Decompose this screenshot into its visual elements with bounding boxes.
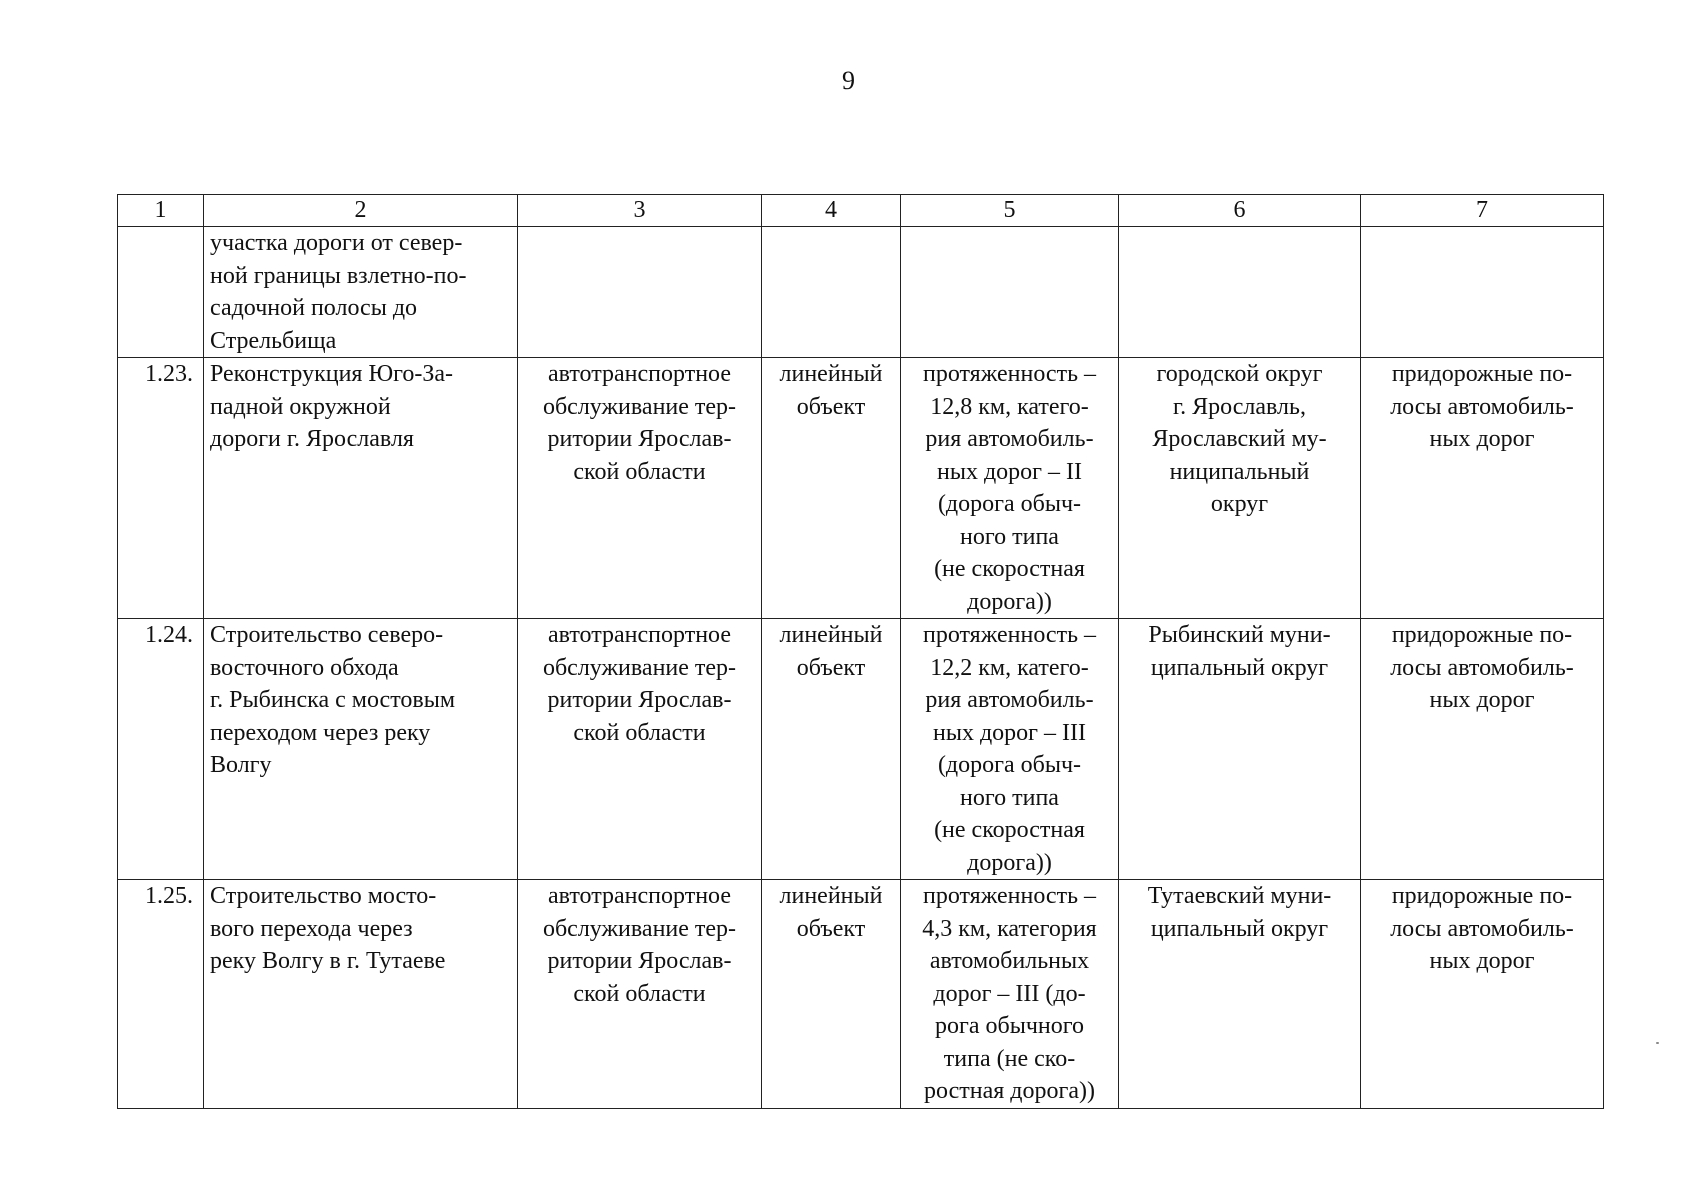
location-cell (1119, 619, 1361, 880)
purpose: автотранспортное обслуживание тер- ритории Ярослав- ской области (542, 622, 737, 746)
row-number-cell (118, 358, 204, 619)
header-cell: 4 (762, 195, 901, 227)
purpose-cell (518, 227, 762, 358)
header-cell: 2 (204, 195, 518, 227)
object-name: участка дороги от север- ной границы взлетно-по- садочной полосы до Стрельбища (210, 230, 467, 354)
page-number: 9 (842, 66, 855, 95)
table-row (118, 619, 1604, 880)
document-table (117, 194, 1604, 1109)
zone-cell (1361, 880, 1604, 1109)
characteristics-cell (901, 227, 1119, 358)
zone-cell (1361, 227, 1604, 358)
purpose-cell (518, 358, 762, 619)
object-type-cell (762, 619, 901, 880)
row-number-cell (118, 227, 204, 358)
row-number-cell (118, 880, 204, 1109)
header-cell: 3 (518, 195, 762, 227)
location-cell (1119, 227, 1361, 358)
zone-cell (1361, 358, 1604, 619)
object-type: линейный объект (779, 883, 883, 942)
table-row (118, 358, 1604, 619)
location: Рыбинский муни- ципальный округ (1148, 622, 1331, 681)
header-cell: 6 (1119, 195, 1361, 227)
purpose-cell (518, 619, 762, 880)
object-name-cell (204, 227, 518, 358)
purpose: автотранспортное обслуживание тер- ритории Ярослав- ской области (542, 883, 737, 1007)
purpose-cell (518, 880, 762, 1109)
object-name: Реконструкция Юго-За- падной окружной дороги г. Ярославля (210, 361, 454, 452)
characteristics: протяженность – 12,8 км, катего- рия автомобиль- ных дорог – II (дорога обыч- ного типа (не скоростная дорога)) (922, 361, 1097, 615)
object-name-cell (204, 358, 518, 619)
zone: придорожные по- лосы автомобиль- ных дорог (1390, 883, 1574, 974)
object-type-cell (762, 227, 901, 358)
row-number: 1.23. (145, 361, 193, 387)
scan-speck (1656, 1042, 1659, 1044)
object-type: линейный объект (779, 361, 883, 420)
characteristics-cell (901, 619, 1119, 880)
object-name: Строительство мосто- вого перехода через реку Волгу в г. Тутаеве (210, 883, 446, 974)
object-name: Строительство северо- восточного обхода г. Рыбинска с мостовым переходом через реку Волгу (210, 622, 456, 778)
zone: придорожные по- лосы автомобиль- ных дорог (1390, 361, 1574, 452)
characteristics-cell (901, 358, 1119, 619)
table-row (118, 880, 1604, 1109)
location-cell (1119, 358, 1361, 619)
table-row (118, 227, 1604, 358)
object-type-cell (762, 880, 901, 1109)
row-number-cell (118, 619, 204, 880)
object-name-cell (204, 619, 518, 880)
object-type-cell (762, 358, 901, 619)
object-name-cell (204, 880, 518, 1109)
header-cell: 5 (901, 195, 1119, 227)
header-cell: 1 (118, 195, 204, 227)
row-number: 1.25. (145, 883, 193, 909)
location: городской округ г. Ярославль, Ярославский му- ниципальный округ (1152, 361, 1327, 517)
characteristics: протяженность – 4,3 км, категория автомобильных дорог – III (до- рога обычного типа (не ско- ростная дорога)) (922, 883, 1097, 1104)
zone-cell (1361, 619, 1604, 880)
location: Тутаевский муни- ципальный округ (1147, 883, 1332, 942)
location-cell (1119, 880, 1361, 1109)
characteristics-cell (901, 880, 1119, 1109)
purpose: автотранспортное обслуживание тер- ритории Ярослав- ской области (542, 361, 737, 485)
table-header-row (118, 195, 1604, 227)
row-number: 1.24. (145, 622, 193, 648)
header-cell: 7 (1361, 195, 1604, 227)
characteristics: протяженность – 12,2 км, катего- рия автомобиль- ных дорог – III (дорога обыч- ного типа (не скоростная дорога)) (922, 622, 1097, 876)
zone: придорожные по- лосы автомобиль- ных дорог (1390, 622, 1574, 713)
object-type: линейный объект (779, 622, 883, 681)
